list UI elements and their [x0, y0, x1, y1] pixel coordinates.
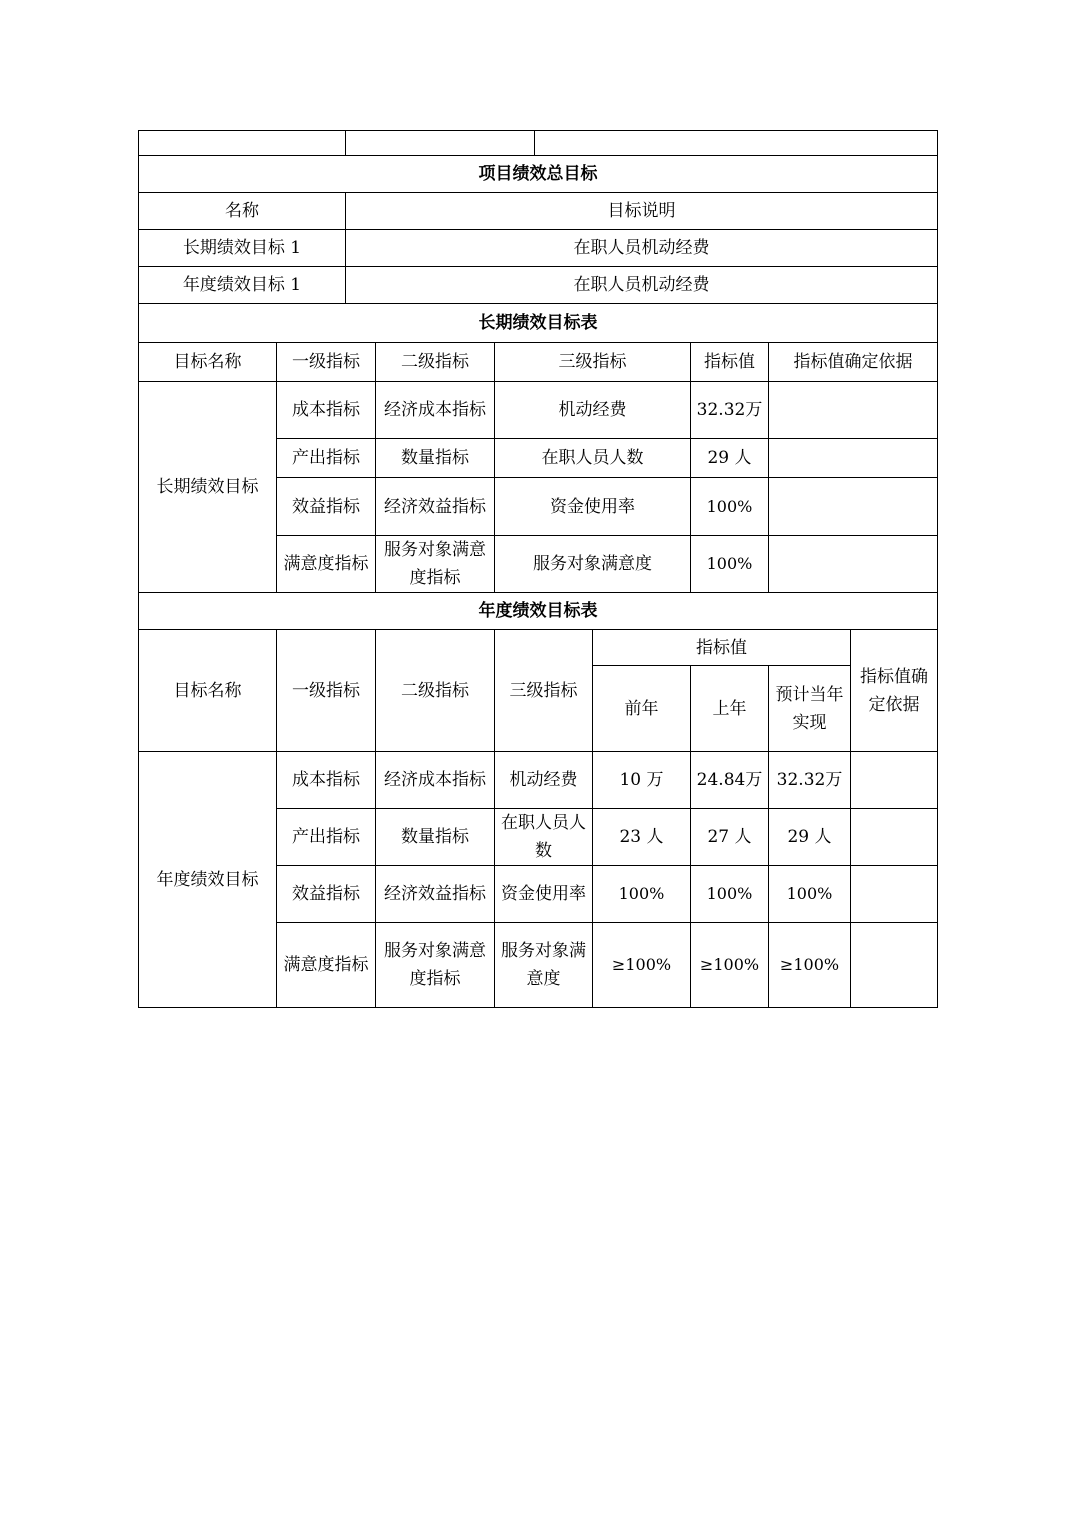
value-cell: 32.32万 — [691, 382, 769, 439]
summary-row-desc: 在职人员机动经费 — [346, 230, 938, 267]
long-term-table — [138, 303, 938, 593]
header-value: 指标值 — [691, 343, 769, 382]
level3-cell: 在职人员人数 — [495, 809, 593, 866]
summary-row-name: 长期绩效目标 1 — [139, 230, 346, 267]
summary-row-desc: 在职人员机动经费 — [346, 267, 938, 304]
level2-cell: 经济成本指标 — [376, 752, 495, 809]
header-prev1: 上年 — [691, 666, 769, 752]
basis-cell — [769, 536, 938, 593]
level1-cell: 成本指标 — [277, 752, 376, 809]
level2-cell: 数量指标 — [376, 809, 495, 866]
header-level1: 一级指标 — [277, 343, 376, 382]
level1-cell: 成本指标 — [277, 382, 376, 439]
expected-cell: ≥100% — [769, 923, 851, 1008]
prev1-cell: ≥100% — [691, 923, 769, 1008]
prev2-cell: ≥100% — [593, 923, 691, 1008]
basis-cell — [769, 439, 938, 478]
level3-cell: 在职人员人数 — [495, 439, 691, 478]
prev1-cell: 100% — [691, 866, 769, 923]
empty-cell — [139, 131, 346, 156]
expected-cell: 100% — [769, 866, 851, 923]
header-level2: 二级指标 — [376, 343, 495, 382]
header-basis: 指标值确定依据 — [851, 630, 938, 752]
level1-cell: 满意度指标 — [277, 923, 376, 1008]
header-level3: 三级指标 — [495, 343, 691, 382]
level1-cell: 效益指标 — [277, 866, 376, 923]
header-goal-name: 目标名称 — [139, 343, 277, 382]
level3-cell: 资金使用率 — [495, 866, 593, 923]
empty-cell — [346, 131, 535, 156]
level3-cell: 资金使用率 — [495, 478, 691, 536]
value-cell: 100% — [691, 536, 769, 593]
level2-cell: 数量指标 — [376, 439, 495, 478]
prev2-cell: 100% — [593, 866, 691, 923]
long-term-title: 长期绩效目标表 — [139, 304, 938, 343]
prev1-cell: 24.84万 — [691, 752, 769, 809]
expected-cell: 29 人 — [769, 809, 851, 866]
col-name-header: 名称 — [139, 193, 346, 230]
basis-cell — [851, 752, 938, 809]
level1-cell: 产出指标 — [277, 439, 376, 478]
basis-cell — [769, 478, 938, 536]
header-basis: 指标值确定依据 — [769, 343, 938, 382]
header-goal-name: 目标名称 — [139, 630, 277, 752]
long-term-group: 长期绩效目标 — [139, 382, 277, 593]
level1-cell: 产出指标 — [277, 809, 376, 866]
basis-cell — [851, 923, 938, 1008]
summary-table — [138, 130, 938, 304]
col-desc-header: 目标说明 — [346, 193, 938, 230]
level1-cell: 效益指标 — [277, 478, 376, 536]
prev2-cell: 10 万 — [593, 752, 691, 809]
header-prev2: 前年 — [593, 666, 691, 752]
level2-cell: 经济效益指标 — [376, 478, 495, 536]
level2-cell: 经济效益指标 — [376, 866, 495, 923]
basis-cell — [851, 866, 938, 923]
empty-cell — [535, 131, 938, 156]
level1-cell: 满意度指标 — [277, 536, 376, 593]
header-level3: 三级指标 — [495, 630, 593, 752]
level3-cell: 机动经费 — [495, 752, 593, 809]
annual-table — [138, 592, 938, 1008]
header-level1: 一级指标 — [277, 630, 376, 752]
level3-cell: 服务对象满意度 — [495, 536, 691, 593]
expected-cell: 32.32万 — [769, 752, 851, 809]
level2-cell: 服务对象满意度指标 — [376, 923, 495, 1008]
basis-cell — [851, 809, 938, 866]
level3-cell: 服务对象满意度 — [495, 923, 593, 1008]
basis-cell — [769, 382, 938, 439]
value-cell: 100% — [691, 478, 769, 536]
summary-title: 项目绩效总目标 — [139, 156, 938, 193]
annual-group: 年度绩效目标 — [139, 752, 277, 1008]
prev2-cell: 23 人 — [593, 809, 691, 866]
level3-cell: 机动经费 — [495, 382, 691, 439]
header-value: 指标值 — [593, 630, 851, 666]
header-level2: 二级指标 — [376, 630, 495, 752]
prev1-cell: 27 人 — [691, 809, 769, 866]
level2-cell: 服务对象满意度指标 — [376, 536, 495, 593]
header-expected: 预计当年实现 — [769, 666, 851, 752]
summary-row-name: 年度绩效目标 1 — [139, 267, 346, 304]
value-cell: 29 人 — [691, 439, 769, 478]
level2-cell: 经济成本指标 — [376, 382, 495, 439]
annual-title: 年度绩效目标表 — [139, 593, 938, 630]
